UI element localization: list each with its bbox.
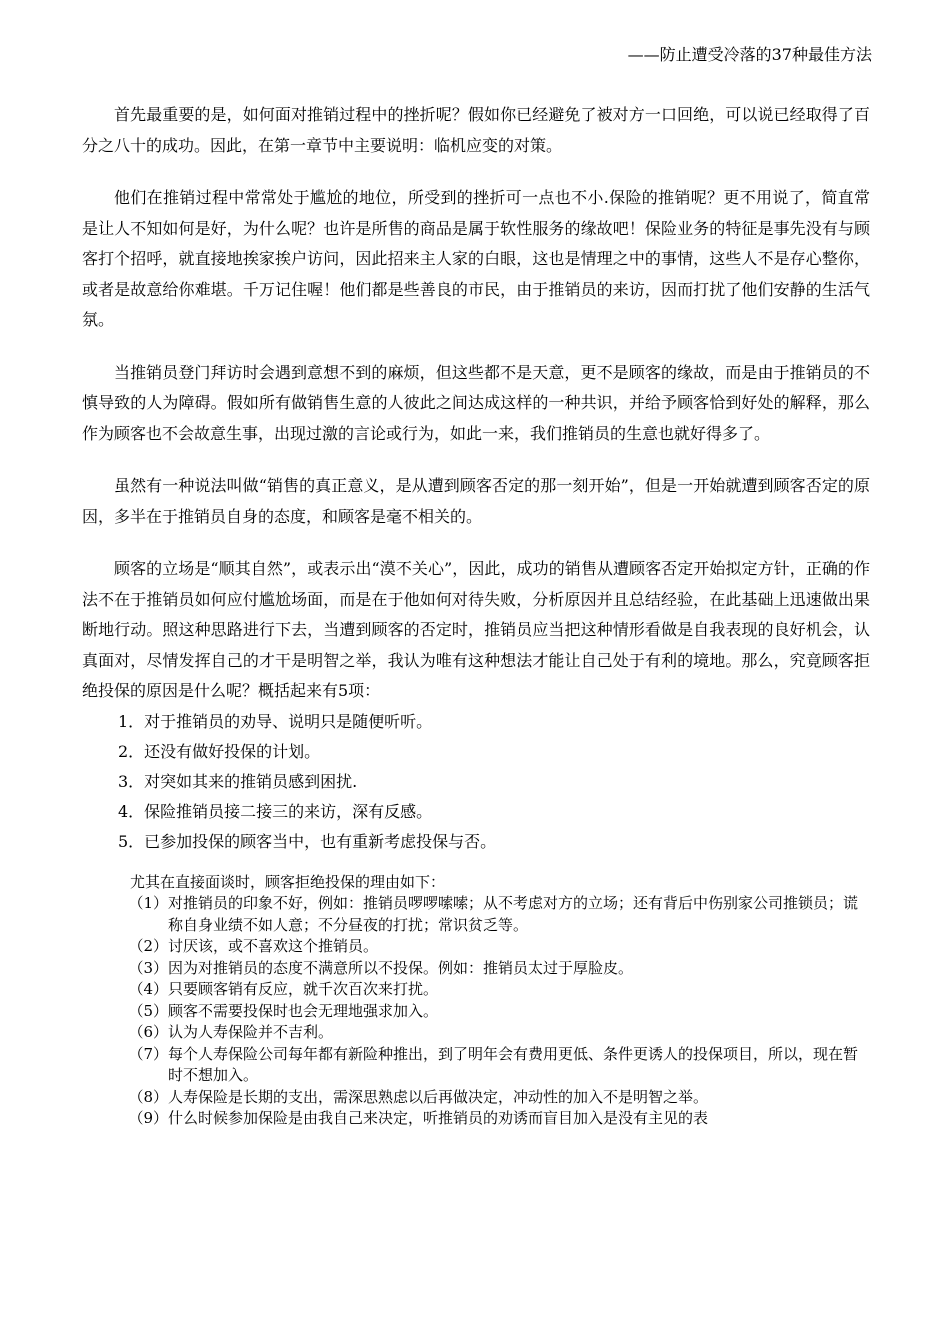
list-item [82, 1001, 870, 1023]
item-text: 顾客不需要投保时也会无理地强求加入。 [168, 1001, 439, 1020]
item-number: （8） [128, 1087, 168, 1106]
item-number: （4） [128, 980, 168, 998]
item-number: （6） [128, 1023, 168, 1041]
item-text: 对推销员的印象不好，例如：推销员啰啰嗦嗦；从不考虑对方的立场；还有背后中伤别家公司推锁员；谎称自身业绩不如人意；不分昼夜的打扰；常识贫乏等。 [168, 894, 859, 934]
item-text: 讨厌该，或不喜欢这个推销员。 [168, 937, 379, 955]
item-number: （2） [128, 937, 168, 955]
page-header-title: ——防止遭受冷落的37种最佳方法 [627, 45, 872, 64]
item-number: （1） [128, 894, 168, 912]
item-text: 因为对推销员的态度不满意所以不投保。例如：推销员太过于厚脸皮。 [168, 958, 634, 977]
paragraph: 顾客的立场是“顺其自然”，或表示出“漠不关心”，因此，成功的销售从遭顾客否定开始拟定方针，正确的作法不在于推销员如何应付尴尬场面，而是在于他如何对待失败，分析原因并且总结经验，在此基础上迅速做出果断地行动。照这种思路进行下去，当遭到顾客的否定时，推销员应当把这种情形看做是自我表现的良好机会，认真面对，尽情发挥自己的才干是明智之举，我认为唯有这种想法才能让自己处于有利的境地。那么，究竟顾客拒绝投保的原因是什么呢？概括起来有5项： [82, 559, 870, 700]
reasons-intro: 尤其在直接面谈时，顾客拒绝投保的理由如下： [130, 872, 446, 891]
list-item: 1．对于推销员的劝导、说明只是随便听听。 [118, 711, 433, 731]
document-body [82, 100, 870, 1130]
reasons-summary-list [82, 707, 870, 857]
list-item: 3．对突如其来的推销员感到困扰. [118, 771, 358, 791]
list-item [82, 1044, 870, 1087]
refusal-reasons-list [82, 893, 870, 1130]
paragraph: 首先最重要的是，如何面对推销过程中的挫折呢？假如你已经避免了被对方一口回绝，可以说已经取得了百分之八十的成功。因此，在第一章节中主要说明：临机应变的对策。 [82, 105, 870, 155]
item-text: 认为人寿保险并不吉利。 [168, 1023, 334, 1041]
paragraph: 他们在推销过程中常常处于尴尬的地位，所受到的挫折可一点也不小.保险的推销呢？更不用说了，简直常是让人不知如何是好，为什么呢？也许是所售的商品是属于软性服务的缘故吧！保险业务的特征是事先没有与顾客打个招呼，就直接地挨家挨户访问，因此招来主人家的白眼，这也是情理之中的事情，这些人不是存心整你，或者是故意给你难堪。千万记住喔！他们都是些善良的市民，由于推销员的来访，因而打扰了他们安静的生活气氛。 [82, 188, 870, 329]
item-text: 只要顾客销有反应，就千次百次来打扰。 [168, 980, 439, 998]
paragraph: 虽然有一种说法叫做“销售的真正意义，是从遭到顾客否定的那一刻开始”，但是一开始就遭到顾客否定的原因，多半在于推销员自身的态度，和顾客是毫不相关的。 [82, 476, 870, 526]
item-number: （7） [128, 1044, 168, 1063]
list-item [82, 1022, 870, 1044]
item-number: （5） [128, 1001, 168, 1020]
list-item: 4．保险推销员接二接三的来访，深有反感。 [118, 801, 433, 821]
list-item [82, 1108, 870, 1130]
list-item [82, 936, 870, 958]
list-item [82, 958, 870, 980]
paragraph: 当推销员登门拜访时会遇到意想不到的麻烦，但这些都不是天意，更不是顾客的缘故，而是由于推销员的不慎导致的人为障碍。假如所有做销售生意的人彼此之间达成这样的一种共识，并给予顾客恰到好处的解释，那么作为顾客也不会故意生事，出现过激的言论或行为，如此一来，我们推销员的生意也就好得多了。 [82, 362, 870, 443]
list-item: 2．还没有做好投保的计划。 [118, 741, 321, 761]
list-item: 5．已参加投保的顾客当中，也有重新考虑投保与否。 [118, 831, 497, 851]
item-text: 每个人寿保险公司每年都有新险种推出，到了明年会有费用更低、条件更诱人的投保项目，所以，现在暂时不想加入。 [168, 1044, 859, 1084]
list-item [82, 1087, 870, 1109]
item-text: 什么时候参加保险是由我自己来决定，听推销员的劝诱而盲目加入是没有主见的表 [168, 1109, 709, 1127]
item-text: 人寿保险是长期的支出，需深思熟虑以后再做决定，冲动性的加入不是明智之举。 [168, 1087, 709, 1106]
list-item [82, 893, 870, 936]
item-number: （9） [128, 1109, 168, 1127]
refusal-reasons-section [82, 872, 870, 1130]
item-number: （3） [128, 958, 168, 977]
list-item [82, 979, 870, 1001]
